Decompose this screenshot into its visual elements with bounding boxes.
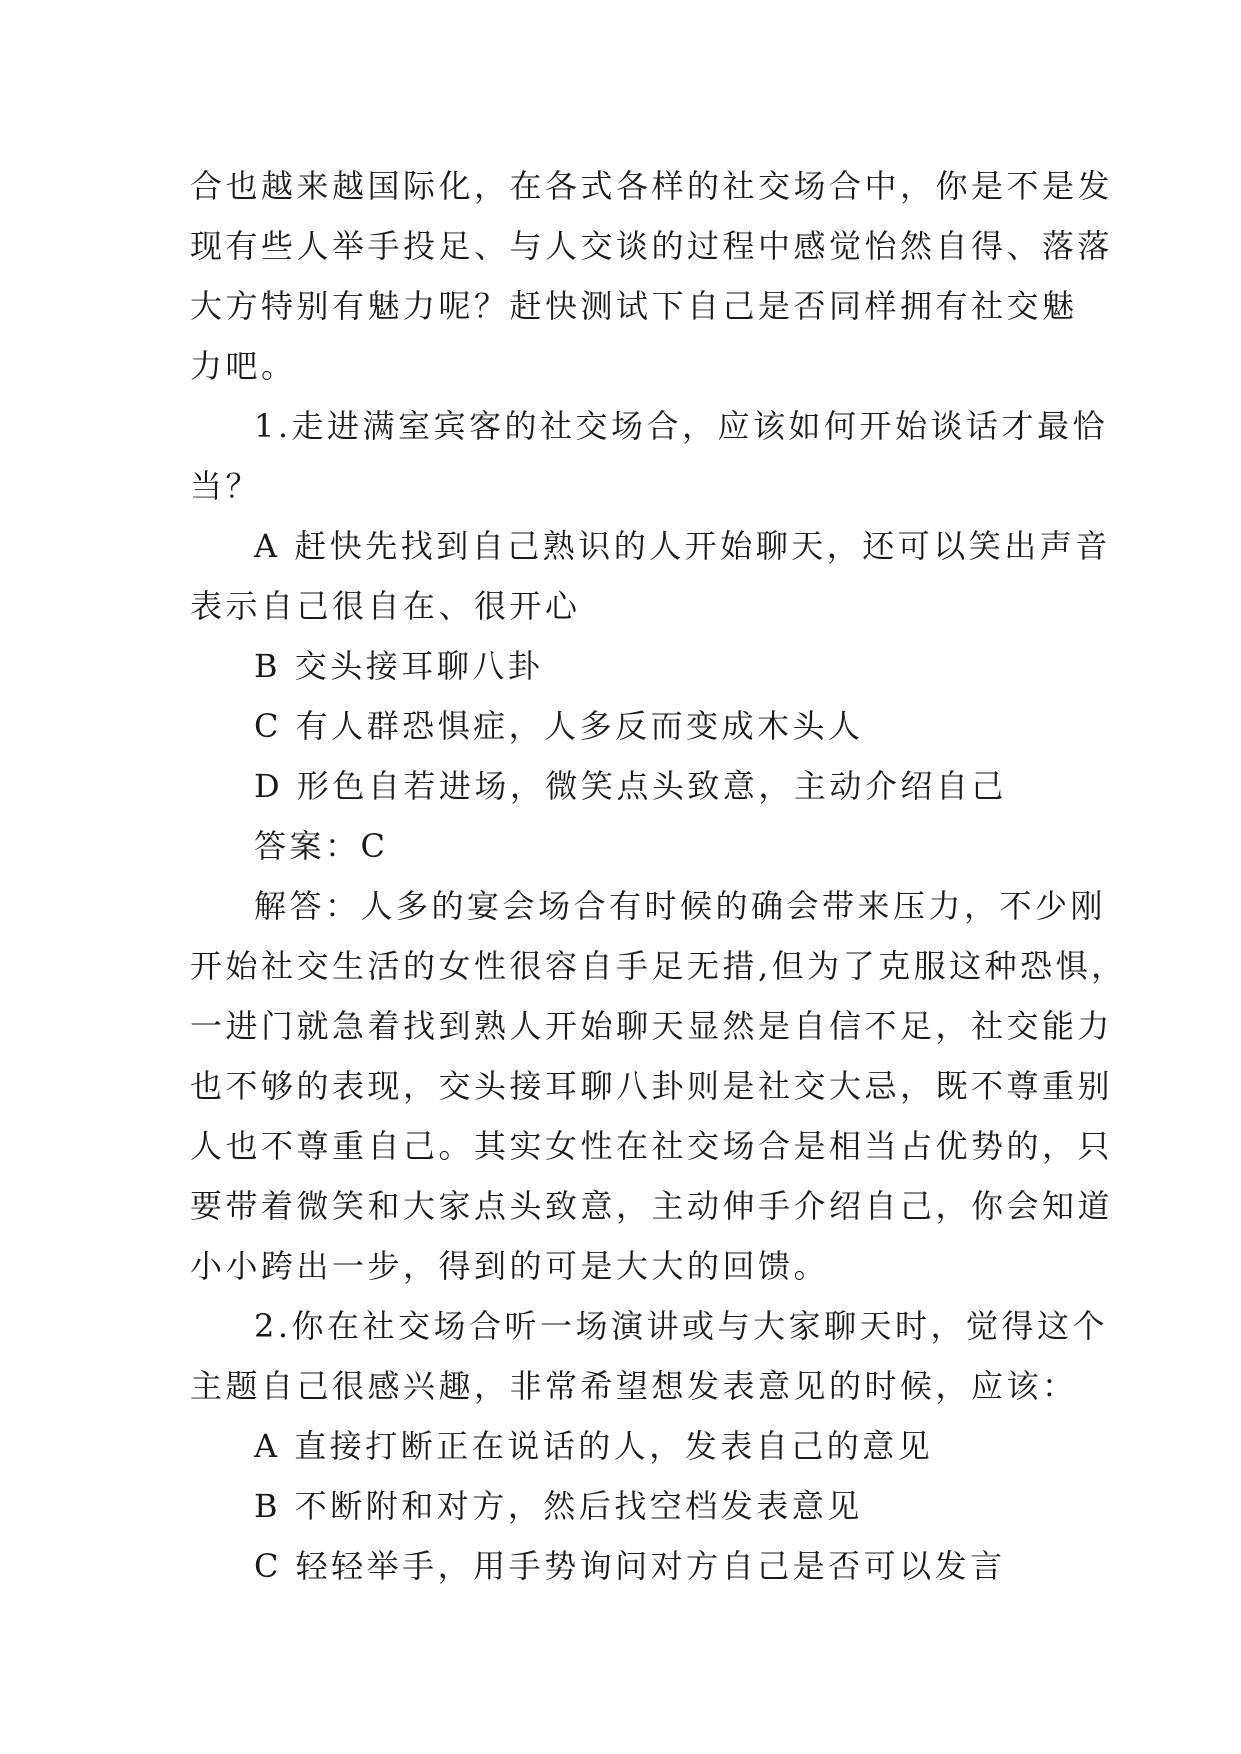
q2-option-c: C 轻轻举手，用手势询问对方自己是否可以发言 xyxy=(254,1547,1006,1585)
q1-explanation-line-6: 要带着微笑和大家点头致意，主动伸手介绍自己，你会知道 xyxy=(190,1187,1114,1225)
q2-question-line-1: 2.你在社交场合听一场演讲或与大家聊天时，觉得这个 xyxy=(254,1307,1109,1345)
q2-option-a: A 直接打断正在说话的人，发表自己的意见 xyxy=(254,1427,934,1465)
q1-option-d: D 形色自若进场，微笑点头致意，主动介绍自己 xyxy=(254,767,1007,805)
q2-option-b: B 不断附和对方，然后找空档发表意见 xyxy=(254,1487,863,1525)
q1-explanation-line-7: 小小跨出一步，得到的可是大大的回馈。 xyxy=(190,1247,830,1285)
intro-line-3: 大方特别有魅力呢？赶快测试下自己是否同样拥有社交魅 xyxy=(190,287,1078,325)
q1-explanation-line-5: 人也不尊重自己。其实女性在社交场合是相当占优势的，只 xyxy=(190,1127,1114,1165)
q1-option-c: C 有人群恐惧症，人多反而变成木头人 xyxy=(254,707,864,745)
q1-option-a-line-1: A 赶快先找到自己熟识的人开始聊天，还可以笑出声音 xyxy=(254,527,1111,565)
q1-question-line-2: 当？ xyxy=(190,467,262,505)
q1-question-line-1: 1.走进满室宾客的社交场合，应该如何开始谈话才最恰 xyxy=(254,407,1109,445)
q1-answer: 答案：C xyxy=(254,827,389,865)
intro-line-2: 现有些人举手投足、与人交谈的过程中感觉怡然自得、落落 xyxy=(190,227,1114,265)
q1-explanation-line-1: 解答：人多的宴会场合有时候的确会带来压力，不少刚 xyxy=(254,887,1107,925)
q1-option-a-line-2: 表示自己很自在、很开心 xyxy=(190,587,581,625)
q2-question-line-2: 主题自己很感兴趣，非常希望想发表意见的时候，应该： xyxy=(190,1367,1078,1405)
intro-line-1: 合也越来越国际化，在各式各样的社交场合中，你是不是发 xyxy=(190,167,1114,205)
q1-explanation-line-3: 一进门就急着找到熟人开始聊天显然是自信不足，社交能力 xyxy=(190,1007,1114,1045)
intro-line-4: 力吧。 xyxy=(190,347,297,385)
q1-explanation-line-4: 也不够的表现，交头接耳聊八卦则是社交大忌，既不尊重别 xyxy=(190,1067,1114,1105)
q1-option-b: B 交头接耳聊八卦 xyxy=(254,647,544,685)
q1-explanation-line-2: 开始社交生活的女性很容自手足无措,但为了克服这种恐惧， xyxy=(190,947,1127,985)
